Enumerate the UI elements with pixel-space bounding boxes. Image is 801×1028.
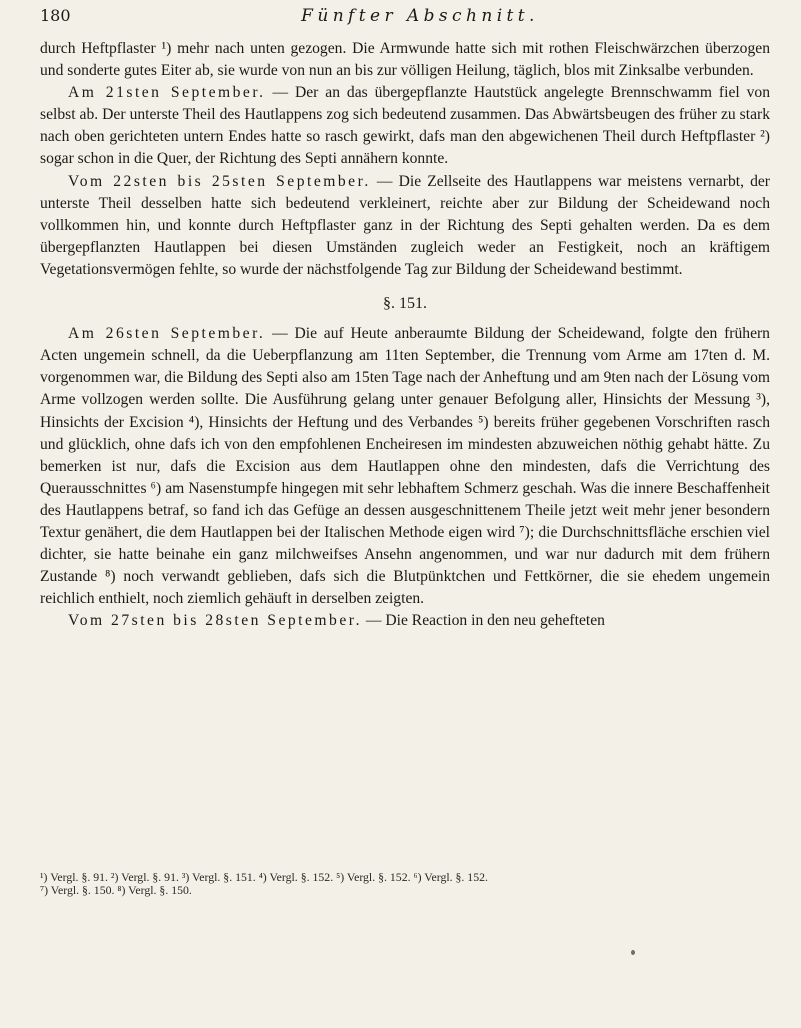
paragraph-date-heading: Am 26sten September. bbox=[68, 325, 266, 343]
footnote-line: ⁷) Vergl. §. 150. ⁸) Vergl. §. 150. bbox=[40, 883, 192, 897]
section-heading: §. 151. bbox=[383, 295, 427, 313]
paragraph-sept-27-28 bbox=[40, 610, 770, 632]
paper-speck bbox=[631, 950, 635, 955]
paragraph-date-heading: Am 21sten September. bbox=[68, 84, 266, 102]
paragraph-continuation bbox=[40, 38, 770, 82]
paragraph-sept-26 bbox=[40, 323, 770, 610]
paragraph-text: — Die Zellseite des Hautlappens war meistens vernarbt, der unterste Theil desselben hatte sich bedeutend verkleinert, reichte aber zur Bildung der Scheidewand noch vollkommen hin, und konnte durch Heftpflaster ganz in der Richtung des Septi gehalten werden. Da es dem übergepflanzten Hautlappen bei diesen Umständen zugleich weder an Festigkeit, noch an kräftigem Vegetationsvermögen fehlte, so wurde der nächstfolgende Tag zur Bildung der Scheidewand bestimmt. bbox=[40, 172, 770, 278]
paragraph-text: — Die Reaction in den neu gehefteten bbox=[362, 612, 605, 630]
page-header bbox=[40, 6, 770, 32]
page-number: 180 bbox=[40, 6, 71, 25]
footnotes bbox=[40, 871, 780, 897]
footnote-line: ¹) Vergl. §. 91. ²) Vergl. §. 91. ³) Vergl. §. 151. ⁴) Vergl. §. 152. ⁵) Vergl. §. 152. ⁶) Vergl. §. 152. bbox=[40, 870, 488, 884]
paragraph-text: durch Heftpflaster ¹) mehr nach unten gezogen. Die Armwunde hatte sich mit rothen Fleischwärzchen überzogen und sonderte gutes Eiter ab, sie wurde von nun an bis zur völligen Heilung, täglich, blos mit Zinksalbe verbunden. bbox=[40, 40, 770, 80]
paragraph-text: — Die auf Heute anberaumte Bildung der Scheidewand, folgte den frühern Acten ungemein schnell, da die Ueberpflanzung am 11ten September, die Trennung vom Arme am 17ten d. M. vorgenommen war, die Bildung des Septi also am 15ten Tage nach der Anheftung und am 9ten nach der Lösung vom Arme vollzogen werden sollte. Die Ausführung gelang unter genauer Befolgung aller, Hinsichts der Messung ³), Hinsichts der Excision ⁴), Hinsichts der Heftung und des Verbandes ⁵) bereits früher gegebenen Vorschriften rasch und glücklich, ohne dafs ich von den empfohlenen Encheiresen im mindesten abzuweichen nöthig gehabt hätte. Zu bemerken ist nur, dafs die Excision aus dem Hautlappen ohne den mindesten, dafs die Verrichtung des Querausschnittes ⁶) am Nasenstumpfe hingegen mit sehr lebhaftem Schmerz geschah. Was die innere Beschaffenheit des Hautlappens betraf, so fand ich das Gefüge an dessen ausgeschnittenem Theile jetzt weit mehr jener besondern Textur genähert, die dem Hautlappen bei der Italischen Methode eigen wird ⁷); die Durchschnittsfläche erschien viel dichter, sie hatte beinahe ein ganz milchweifses Ansehn angenommen, und war nur dadurch mit dem frühern Zustande ⁸) noch verwandt geblieben, dafs sich die Blutpünktchen und Fettkörner, die sie ehedem ungemein reichlich enthielt, noch ziemlich gehäuft in derselben zeigten. bbox=[40, 325, 770, 608]
paragraph-text: — Der an das übergepflanzte Hautstück angelegte Brennschwamm fiel von selbst ab. Der unterste Theil des Hautlappens zog sich bedeutend zusammen. Das Abwärtsbeugen des früher zu stark nach oben gerichteten untern Endes hatte so rasch gewirkt, dafs man den abgewichenen Theil durch Heftpflaster ²) sogar schon in die Quer, der Richtung des Septi annähern konnte. bbox=[40, 84, 771, 168]
paragraph-date-heading: Vom 22sten bis 25sten September. bbox=[68, 172, 371, 190]
paragraph-sept-22-25 bbox=[40, 171, 770, 281]
paragraph-date-heading: Vom 27sten bis 28sten September. bbox=[68, 612, 362, 630]
running-head: Fünfter Abschnitt. bbox=[301, 6, 539, 26]
body-text bbox=[40, 38, 770, 632]
paragraph-sept-21 bbox=[40, 82, 770, 170]
